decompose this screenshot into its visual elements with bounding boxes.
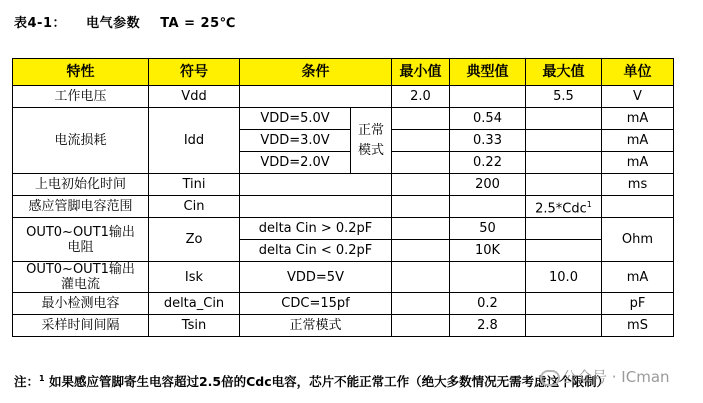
cell-unit (602, 196, 674, 218)
isk-name-line1: OUT0~OUT1输出 (26, 262, 135, 277)
footnote-prefix: 注： (14, 374, 40, 389)
cell-typ: 200 (450, 174, 526, 196)
cell-max (526, 240, 602, 262)
isk-name-line2: 灌电流 (60, 277, 100, 292)
footnote (14, 372, 609, 390)
cell-typ: 0.33 (450, 130, 526, 152)
cell-condition: delta Cin > 0.2pF (240, 218, 392, 240)
cell-condition: VDD=5.0V (240, 108, 351, 130)
cell-symbol: Isk (149, 262, 240, 293)
watermark (540, 366, 670, 387)
cell-symbol: Idd (149, 108, 240, 174)
cell-condition (240, 174, 392, 196)
cell-mode (351, 108, 392, 174)
cell-name: 工作电压 (13, 86, 149, 108)
cell-condition: CDC=15pf (240, 293, 392, 315)
cell-min (392, 108, 450, 130)
cell-unit: V (602, 86, 674, 108)
cell-typ (450, 262, 526, 293)
footnote-text: 如果感应管脚寄生电容超过2.5倍的Cdc电容，芯片不能正常工作（绝大多数情况无需考虑这个限制） (44, 374, 610, 389)
cell-unit: mA (602, 130, 674, 152)
header-characteristic: 特性 (13, 59, 149, 86)
cell-min (392, 262, 450, 293)
cell-typ: 0.22 (450, 152, 526, 174)
cell-condition (240, 196, 392, 218)
cell-min (392, 315, 450, 337)
footnote-number: 1 (39, 373, 45, 383)
cell-name (13, 262, 149, 293)
cell-typ: 50 (450, 218, 526, 240)
footnote-ref: 1 (586, 199, 592, 209)
cell-min (392, 130, 450, 152)
cell-typ: 2.8 (450, 315, 526, 337)
cell-symbol: delta_Cin (149, 293, 240, 315)
header-max: 最大值 (526, 59, 602, 86)
cell-condition: VDD=2.0V (240, 152, 351, 174)
cell-max (526, 108, 602, 130)
cell-min (392, 174, 450, 196)
header-condition: 条件 (240, 59, 392, 86)
cell-max (526, 315, 602, 337)
table-row (13, 108, 674, 130)
cell-typ: 0.54 (450, 108, 526, 130)
cell-max: 10.0 (526, 262, 602, 293)
header-min: 最小值 (392, 59, 450, 86)
cell-min (392, 152, 450, 174)
header-unit: 单位 (602, 59, 674, 86)
header-row (13, 59, 674, 86)
table-row (13, 315, 674, 337)
cell-unit: mS (602, 315, 674, 337)
header-symbol: 符号 (149, 59, 240, 86)
cell-unit: mA (602, 262, 674, 293)
header-typ: 典型值 (450, 59, 526, 86)
cell-unit: ms (602, 174, 674, 196)
cell-max (526, 218, 602, 240)
cell-unit: pF (602, 293, 674, 315)
watermark-text: 公众号 · ICman (562, 368, 670, 386)
cell-name: 电流损耗 (13, 108, 149, 174)
cell-condition: VDD=3.0V (240, 130, 351, 152)
cell-name: 上电初始化时间 (13, 174, 149, 196)
cell-typ (450, 196, 526, 218)
cell-max (526, 174, 602, 196)
cell-min: 2.0 (392, 86, 450, 108)
table-row (13, 262, 674, 293)
zo-name-line1: OUT0~OUT1输出 (26, 224, 135, 240)
table-row (13, 218, 674, 240)
cell-name: 采样时间间隔 (13, 315, 149, 337)
cell-unit: mA (602, 108, 674, 130)
cell-typ: 10K (450, 240, 526, 262)
table-title: 表4-1： 电气参数 TA = 25℃ (14, 16, 236, 31)
cell-min (392, 240, 450, 262)
cell-max (526, 293, 602, 315)
cell-typ: 0.2 (450, 293, 526, 315)
cell-symbol: Vdd (149, 86, 240, 108)
cell-typ (450, 86, 526, 108)
table-row (13, 86, 674, 108)
cin-max-value: 2.5*Cdc (535, 201, 587, 217)
mode-label: 正常模式 (357, 122, 384, 158)
cell-min (392, 293, 450, 315)
cell-symbol: Cin (149, 196, 240, 218)
cell-max (526, 152, 602, 174)
cell-min (392, 218, 450, 240)
cell-condition: delta Cin < 0.2pF (240, 240, 392, 262)
wechat-icon (540, 370, 560, 386)
cell-symbol: Zo (149, 218, 240, 262)
cell-max (526, 196, 602, 218)
cell-min (392, 196, 450, 218)
cell-name: 最小检测电容 (13, 293, 149, 315)
cell-symbol: Tini (149, 174, 240, 196)
table-row (13, 174, 674, 196)
cell-condition (240, 86, 392, 108)
zo-name-line2: 电阻 (67, 239, 94, 255)
cell-name: 感应管脚电容范围 (13, 196, 149, 218)
cell-max: 5.5 (526, 86, 602, 108)
electrical-parameters-table (12, 58, 674, 337)
cell-condition: 正常模式 (240, 315, 392, 337)
table-row (13, 293, 674, 315)
cell-name (13, 218, 149, 262)
cell-unit: Ohm (602, 218, 674, 262)
cell-unit: mA (602, 152, 674, 174)
cell-condition: VDD=5V (240, 262, 392, 293)
cell-symbol: Tsin (149, 315, 240, 337)
cell-max (526, 130, 602, 152)
table-row (13, 196, 674, 218)
